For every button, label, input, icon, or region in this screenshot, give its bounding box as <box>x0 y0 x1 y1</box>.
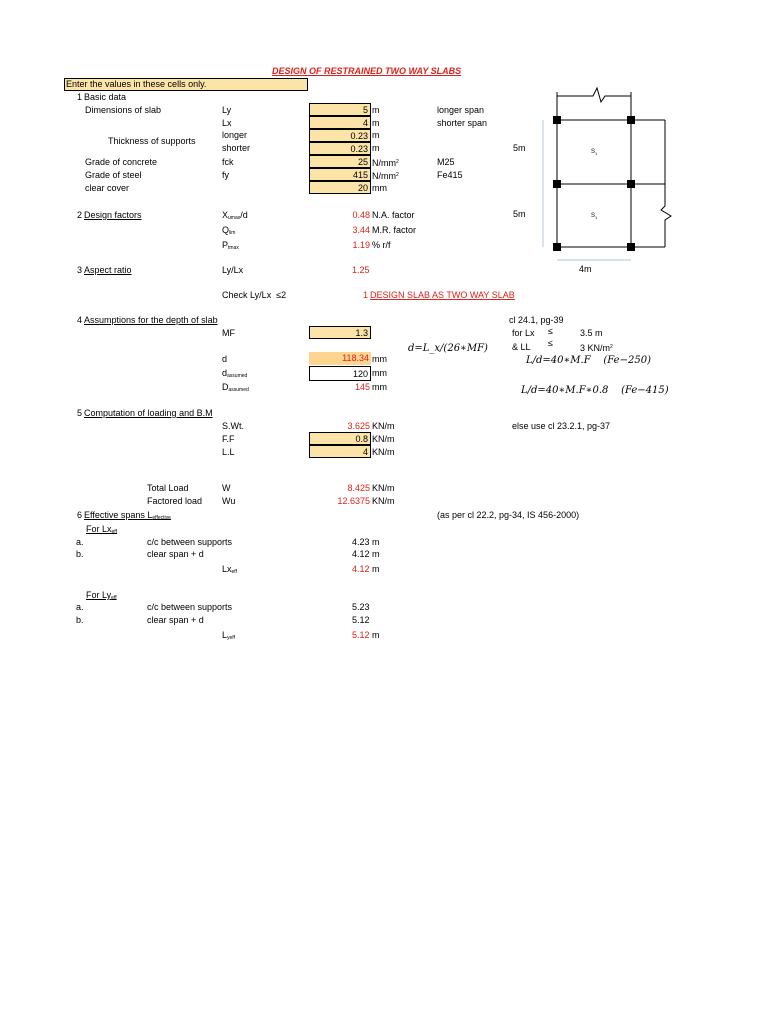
for-lx-op: ≤ <box>548 326 553 336</box>
ly-desc: longer span <box>437 105 485 115</box>
cover-label: clear cover <box>85 183 130 193</box>
column-6 <box>627 243 635 251</box>
D-assumed-symbol: $D_{assumed}$ <box>222 382 249 393</box>
ly-value: 5 <box>362 105 368 115</box>
q-desc: M.R. factor <box>372 225 417 235</box>
column-4 <box>627 180 635 188</box>
ly-a-key: a. <box>76 602 84 612</box>
total-load-label: Total Load <box>147 483 189 493</box>
xu-symbol: $X_{umax}/d$ <box>222 210 248 221</box>
d-unit: mm <box>372 354 387 364</box>
lx-a-value: 4.23 <box>352 537 370 547</box>
lx-eff-value: 4.12 <box>352 564 370 574</box>
D-assumed-unit: mm <box>372 382 387 392</box>
fy-symbol: fy <box>222 170 230 180</box>
span-label-1: 5m <box>513 143 526 153</box>
lx-value: 4 <box>362 118 368 128</box>
section-1-number: 1 <box>76 92 82 102</box>
ly-symbol: Ly <box>222 105 232 115</box>
ly-eff-value: 5.12 <box>352 630 370 640</box>
steel-label: Grade of steel <box>85 170 142 180</box>
panel-label-2: $S_1$ <box>591 213 598 220</box>
lx-b-key: b. <box>76 549 84 559</box>
fy-value: 415 <box>352 170 368 180</box>
cover-value: 20 <box>357 183 368 193</box>
ll-input[interactable] <box>309 445 371 458</box>
fck-input[interactable] <box>309 155 371 168</box>
ly-unit: m <box>372 105 380 115</box>
d-symbol: d <box>222 354 228 364</box>
fck-unit: $N/mm^2$ <box>372 158 399 168</box>
lx-b-unit: m <box>372 549 380 559</box>
shorter-value: 0.23 <box>350 144 368 154</box>
d-assumed-unit: mm <box>372 368 387 378</box>
for-lx-label: for Lx <box>512 328 535 338</box>
xu-value: 0.48 <box>352 210 370 220</box>
column-3 <box>553 180 561 188</box>
spans-ref: (as per cl 22.2, pg-34, IS 456-2000) <box>437 510 580 520</box>
fck-value: 25 <box>357 157 368 167</box>
shorter-unit: m <box>372 143 380 153</box>
swt-value: 3.625 <box>347 421 370 431</box>
and-ll-label: & LL <box>512 342 531 352</box>
ly-eff-symbol: $L_{yeff}$ <box>222 630 235 641</box>
lx-eff-symbol: $Lx_{eff}$ <box>222 564 237 575</box>
aspect-value: 1.25 <box>352 265 370 275</box>
lx-b-label: clear span + d <box>147 549 204 559</box>
q-symbol: $Q_{lim}$ <box>222 225 236 236</box>
two-way-result: DESIGN SLAB AS TWO WAY SLAB <box>370 290 515 300</box>
ff-symbol: F.F <box>222 434 235 444</box>
ly-a-value: 5.23 <box>352 602 370 612</box>
ly-b-key: b. <box>76 615 84 625</box>
assumptions-ref: cl 24.1, pg-39 <box>509 315 564 325</box>
factored-load-value: 12.6375 <box>337 496 370 506</box>
ly-input[interactable] <box>309 103 371 116</box>
section-2-heading: Design factors <box>84 210 142 220</box>
d-assumed-symbol: $d_{assumed}$ <box>222 368 248 379</box>
break-line-top <box>557 88 631 102</box>
ly-a-label: c/c between supports <box>147 602 233 612</box>
total-load-value: 8.425 <box>347 483 370 493</box>
ll-value: 4 <box>362 447 368 457</box>
section-3-heading: Aspect ratio <box>84 265 132 275</box>
slab-layout-diagram <box>505 80 685 280</box>
section-4-heading: Assumptions for the depth of slab <box>84 315 218 325</box>
mf-value: 1.3 <box>355 328 368 338</box>
ly-b-value: 5.12 <box>352 615 370 625</box>
mf-symbol: MF <box>222 328 235 338</box>
lx-b-value: 4.12 <box>352 549 370 559</box>
fck-symbol: fck <box>222 157 234 167</box>
d-cell <box>309 352 371 365</box>
lx-symbol: Lx <box>222 118 232 128</box>
lx-a-unit: m <box>372 537 380 547</box>
for-lx-heading: For $Lx_{eff}$ <box>86 524 117 535</box>
swt-symbol: S.Wt. <box>222 421 244 431</box>
factored-load-unit: KN/m <box>372 496 395 506</box>
formula-fe415: L/d=40∗M.F∗0.8 (Fe−415) <box>521 385 669 396</box>
and-ll-op: ≤ <box>548 338 553 348</box>
longer-label: longer <box>222 130 248 140</box>
panel-label-1: $S_1$ <box>591 149 598 156</box>
d-value: 118.34 <box>342 353 369 363</box>
total-load-unit: KN/m <box>372 483 395 493</box>
concrete-label: Grade of concrete <box>85 157 158 167</box>
lx-input[interactable] <box>309 116 371 129</box>
p-desc: % r/f <box>372 240 391 250</box>
q-value: 3.44 <box>352 225 370 235</box>
ff-value: 0.8 <box>355 434 368 444</box>
ff-input[interactable] <box>309 432 371 445</box>
d-assumed-input[interactable] <box>309 366 371 381</box>
section-6-heading: Effective spans $L_{effective}$ <box>84 510 171 521</box>
for-ly-heading: For $Ly_{eff}$ <box>86 590 117 601</box>
result-number: 1 <box>362 290 368 300</box>
else-ref: else use cl 23.2.1, pg-37 <box>512 421 611 431</box>
longer-unit: m <box>372 130 380 140</box>
dimensions-label: Dimensions of slab <box>85 105 162 115</box>
page-title: DESIGN OF RESTRAINED TWO WAY SLABS <box>272 66 462 76</box>
section-5-number: 5 <box>76 408 82 418</box>
section-1-heading: Basic data <box>84 92 127 102</box>
factored-load-label: Factored load <box>147 496 203 506</box>
d-assumed-value: 120 <box>352 369 368 379</box>
fy-unit: $N/mm^2$ <box>372 171 399 181</box>
span-label-bottom: 4m <box>579 264 592 274</box>
ly-b-label: clear span + d <box>147 615 204 625</box>
ll-symbol: L.L <box>222 447 235 457</box>
section-6-number: 6 <box>76 510 82 520</box>
column-5 <box>553 243 561 251</box>
input-note-box <box>64 78 308 91</box>
formula-d: d=L_x/(26∗MF) <box>408 343 488 354</box>
total-load-symbol: W <box>222 483 231 493</box>
lx-a-key: a. <box>76 537 84 547</box>
span-label-2: 5m <box>513 209 526 219</box>
lx-eff-unit: m <box>372 564 380 574</box>
thickness-label: Thickness of supports <box>108 136 196 146</box>
fy-grade: Fe415 <box>437 170 463 180</box>
D-assumed-value: 145 <box>354 382 370 392</box>
factored-load-symbol: Wu <box>222 496 236 506</box>
aspect-symbol: Ly/Lx <box>222 265 244 275</box>
ll-unit: KN/m <box>372 447 395 457</box>
section-2-number: 2 <box>76 210 82 220</box>
xu-desc: N.A. factor <box>372 210 415 220</box>
input-note: Enter the values in these cells only. <box>66 79 207 89</box>
cover-input[interactable] <box>309 181 371 194</box>
shorter-label: shorter <box>222 143 251 153</box>
and-ll-value: 3 $KN/m^2$ <box>580 343 613 353</box>
for-lx-value: 3.5 m <box>580 328 603 338</box>
p-value: 1.19 <box>352 240 370 250</box>
p-symbol: $P_{tmax}$ <box>222 240 239 251</box>
cover-unit: mm <box>372 183 387 193</box>
ly-eff-unit: m <box>372 630 380 640</box>
longer-value: 0.23 <box>350 131 368 141</box>
formula-fe250: L/d=40∗M.F (Fe−250) <box>526 355 651 366</box>
check-label: Check Ly/Lx ≤2 <box>222 290 287 300</box>
section-4-number: 4 <box>76 315 82 325</box>
lx-unit: m <box>372 118 380 128</box>
section-3-number: 3 <box>76 265 82 275</box>
lx-a-label: c/c between supports <box>147 537 233 547</box>
mf-input[interactable] <box>309 326 371 339</box>
section-5-heading: Computation of loading and B.M <box>84 408 213 418</box>
lx-desc: shorter span <box>437 118 488 128</box>
longer-input[interactable] <box>309 129 371 142</box>
fy-input[interactable] <box>309 168 371 181</box>
ff-unit: KN/m <box>372 434 395 444</box>
fck-grade: M25 <box>437 157 455 167</box>
shorter-input[interactable] <box>309 142 371 155</box>
column-1 <box>553 116 561 124</box>
swt-unit: KN/m <box>372 421 395 431</box>
column-2 <box>627 116 635 124</box>
